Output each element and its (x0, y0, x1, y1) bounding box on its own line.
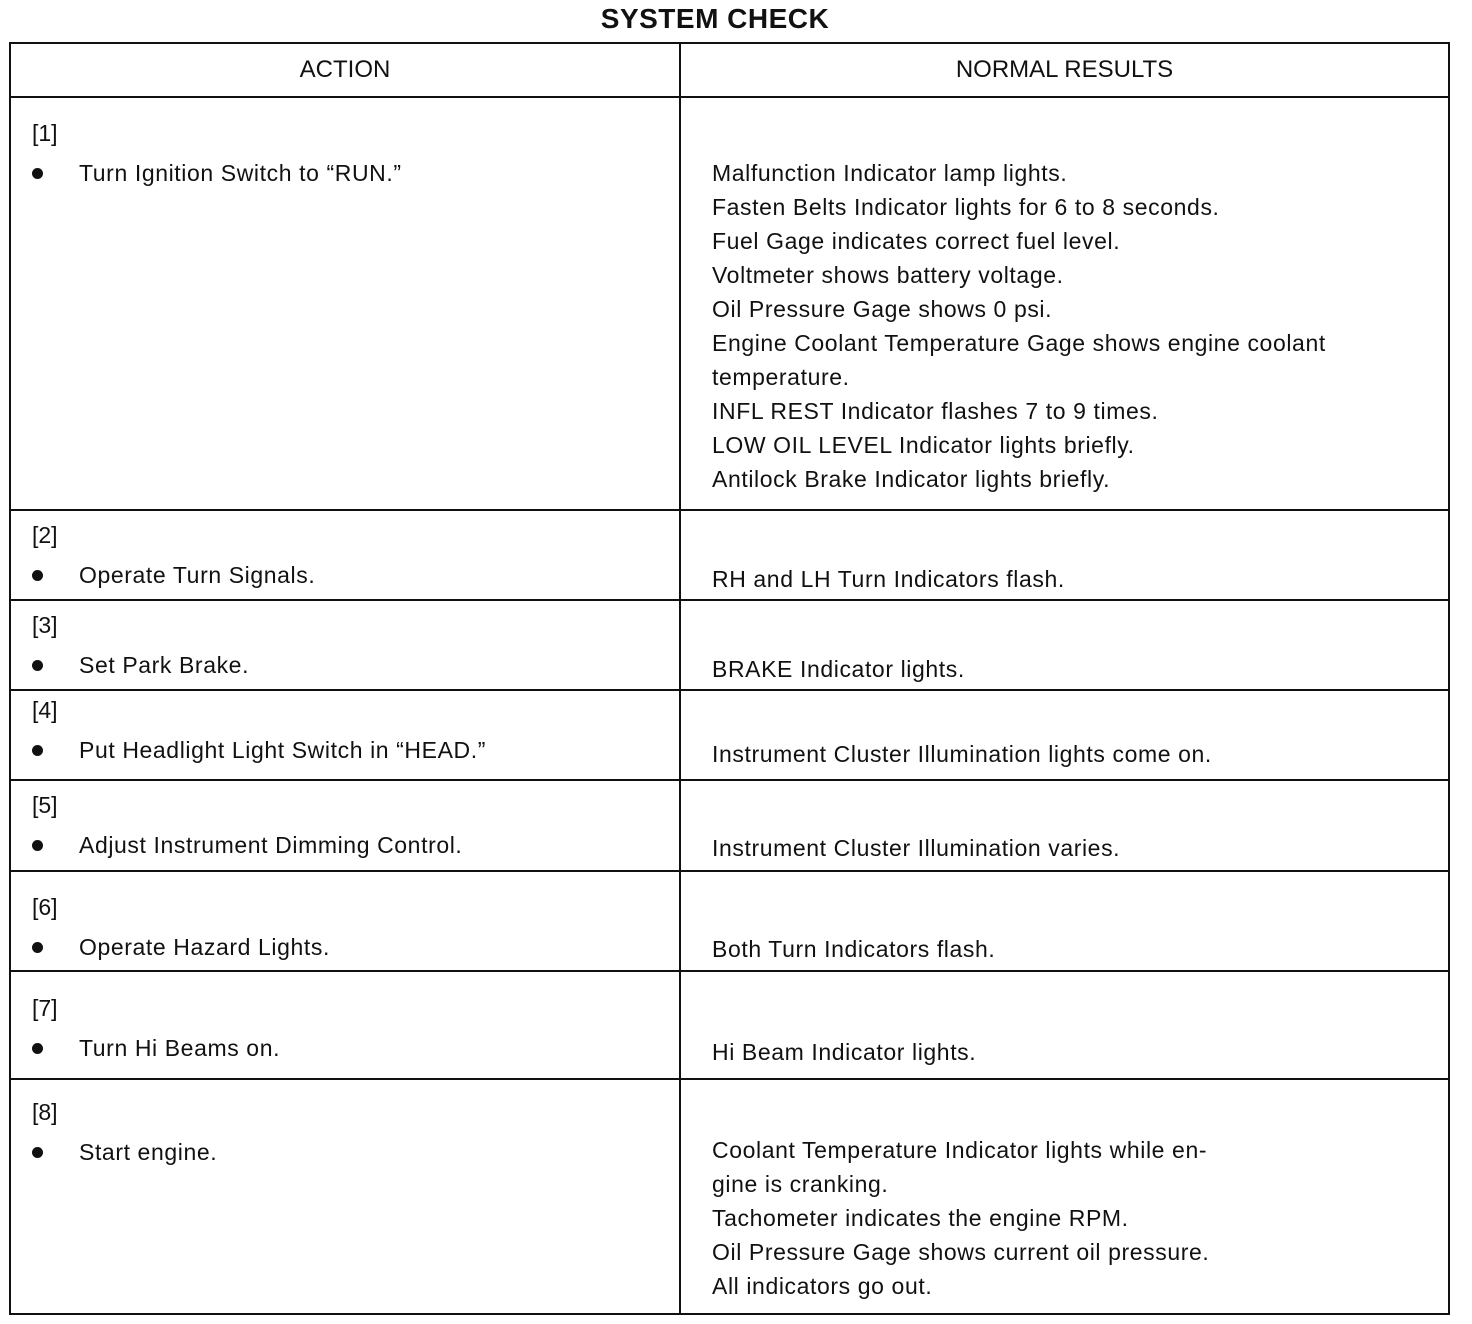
result-line: gine is cranking. (712, 1171, 889, 1197)
action-cell (11, 98, 681, 509)
action-text: Turn Ignition Switch to “RUN.” (79, 160, 402, 186)
action-text: Start engine. (79, 1139, 218, 1165)
results-cell (681, 972, 1448, 1078)
table-row (11, 511, 1448, 601)
step-number: [2] (32, 522, 58, 548)
results-cell (681, 98, 1448, 509)
table-row (11, 1080, 1448, 1313)
result-line: Fasten Belts Indicator lights for 6 to 8 seconds. (712, 194, 1220, 220)
result-line: Hi Beam Indicator lights. (712, 1039, 977, 1065)
result-line: temperature. (712, 364, 850, 390)
bullet-icon (32, 1043, 43, 1054)
result-line: INFL REST Indicator flashes 7 to 9 times. (712, 398, 1159, 424)
table-row (11, 972, 1448, 1080)
table-row (11, 691, 1448, 781)
table-header-row (11, 44, 1448, 98)
step-number: [7] (32, 995, 58, 1021)
result-line: RH and LH Turn Indicators flash. (712, 566, 1065, 592)
table-row (11, 872, 1448, 972)
result-line: Oil Pressure Gage shows current oil pressure. (712, 1239, 1210, 1265)
results-list (712, 156, 1444, 496)
bullet-icon (32, 570, 43, 581)
results-list (712, 1133, 1444, 1303)
action-text: Put Headlight Light Switch in “HEAD.” (79, 737, 486, 763)
step-number: [8] (32, 1099, 58, 1125)
result-line: LOW OIL LEVEL Indicator lights briefly. (712, 432, 1135, 458)
results-list (712, 737, 1444, 771)
results-list (712, 562, 1444, 596)
action-text: Turn Hi Beams on. (79, 1035, 281, 1061)
action-cell (11, 691, 681, 779)
result-line: Malfunction Indicator lamp lights. (712, 160, 1068, 186)
result-line: All indicators go out. (712, 1273, 933, 1299)
bullet-icon (32, 942, 43, 953)
step-number: [1] (32, 120, 58, 146)
results-cell (681, 511, 1448, 599)
result-line: Fuel Gage indicates correct fuel level. (712, 228, 1121, 254)
system-check-table (9, 42, 1450, 1315)
step-number: [5] (32, 792, 58, 818)
table-row (11, 98, 1448, 511)
action-cell (11, 1080, 681, 1313)
result-line: BRAKE Indicator lights. (712, 656, 965, 682)
result-line: Engine Coolant Temperature Gage shows engine coolant (712, 330, 1326, 356)
action-cell (11, 872, 681, 970)
action-cell (11, 781, 681, 870)
step-number: [6] (32, 894, 58, 920)
bullet-icon (32, 660, 43, 671)
results-list (712, 831, 1444, 865)
result-line: Antilock Brake Indicator lights briefly. (712, 466, 1111, 492)
results-list (712, 652, 1444, 686)
bullet-icon (32, 1147, 43, 1158)
action-text: Set Park Brake. (79, 652, 250, 678)
bullet-icon (32, 745, 43, 756)
header-action: ACTION (11, 44, 681, 96)
result-line: Coolant Temperature Indicator lights while en- (712, 1137, 1208, 1163)
result-line: Tachometer indicates the engine RPM. (712, 1205, 1129, 1231)
action-text: Adjust Instrument Dimming Control. (79, 832, 463, 858)
result-line: Instrument Cluster Illumination varies. (712, 835, 1121, 861)
results-cell (681, 781, 1448, 870)
table-row (11, 781, 1448, 872)
bullet-icon (32, 840, 43, 851)
action-text: Operate Turn Signals. (79, 562, 316, 588)
action-cell (11, 601, 681, 689)
results-cell (681, 601, 1448, 689)
action-cell (11, 972, 681, 1078)
page-title: SYSTEM CHECK (600, 3, 830, 34)
result-line: Instrument Cluster Illumination lights come on. (712, 741, 1212, 767)
results-cell (681, 1080, 1448, 1313)
action-cell (11, 511, 681, 599)
step-number: [4] (32, 697, 58, 723)
results-cell (681, 872, 1448, 970)
results-list (712, 932, 1444, 966)
action-text: Operate Hazard Lights. (79, 934, 330, 960)
results-cell (681, 691, 1448, 779)
result-line: Oil Pressure Gage shows 0 psi. (712, 296, 1053, 322)
results-list (712, 1035, 1444, 1069)
result-line: Voltmeter shows battery voltage. (712, 262, 1064, 288)
bullet-icon (32, 168, 43, 179)
result-line: Both Turn Indicators flash. (712, 936, 996, 962)
table-row (11, 601, 1448, 691)
step-number: [3] (32, 612, 58, 638)
header-normal-results: NORMAL RESULTS (955, 56, 1174, 83)
